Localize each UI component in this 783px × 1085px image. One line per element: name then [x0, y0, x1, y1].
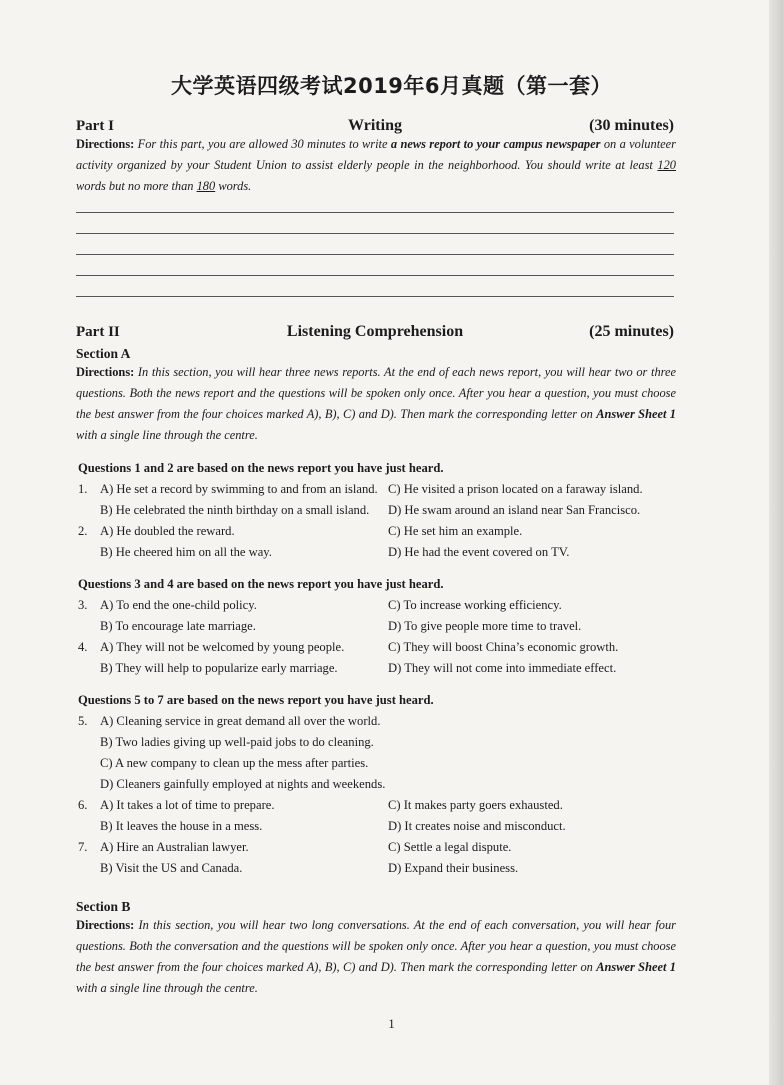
part2-title: Listening Comprehension — [286, 323, 464, 340]
answer-line — [76, 254, 674, 255]
answer-line — [76, 233, 674, 234]
directions-text: on a volunteer activity organized by your Student Union to assist elderly people in the neighborhood. You should write at least — [76, 137, 676, 172]
choice-option: D) He swam around an island near San Francisco. — [388, 503, 641, 517]
directions-emphasis: a news report to your campus newspaper — [390, 137, 601, 151]
directions-text: For this part, you are allowed 30 minutes to write — [137, 137, 388, 151]
question-line — [78, 840, 678, 860]
question-line — [78, 861, 678, 881]
section-b-directions — [76, 915, 676, 999]
question-group-heading: Questions 1 and 2 are based on the news report you have just heard. — [78, 461, 444, 475]
directions-text: In this section, you will hear three news reports. At the end of each news report, you will hear two or three questions. Both the news report and the questions will be spoken only once. After you hear a question, you must choose the best answer from the four choices marked A), B), C) and D). Then mark the corresponding letter on — [76, 365, 676, 421]
directions-text: with a single line through the centre. — [76, 428, 258, 442]
section-a-label: Section A — [76, 346, 131, 361]
question-line — [78, 619, 678, 639]
choice-option: A) He set a record by swimming to and from an island. — [100, 482, 378, 496]
directions-text: words but no more than — [76, 179, 194, 193]
choice-option: A) He doubled the reward. — [100, 524, 235, 538]
question-number: 3. — [78, 598, 88, 612]
page-number: 1 — [388, 1016, 395, 1031]
choice-option: A) It takes a lot of time to prepare. — [100, 798, 275, 812]
choice-option: C) He set him an example. — [388, 524, 523, 538]
question-line — [78, 714, 678, 734]
question-line — [78, 798, 678, 818]
choice-option: B) It leaves the house in a mess. — [100, 819, 263, 833]
choice-option: D) He had the event covered on TV. — [388, 545, 570, 559]
question-number: 6. — [78, 798, 88, 812]
choice-option: A) Hire an Australian lawyer. — [100, 840, 249, 854]
choice-option: D) It creates noise and misconduct. — [388, 819, 566, 833]
question-number: 1. — [78, 482, 88, 496]
page-edge-shadow — [769, 0, 783, 1085]
choice-option: D) They will not come into immediate effect. — [388, 661, 617, 675]
directions-lead: Directions: — [76, 365, 135, 379]
choice-option: B) Two ladies giving up well-paid jobs to do cleaning. — [100, 735, 374, 749]
part2-label: Part II — [76, 324, 120, 340]
choice-option: C) To increase working efficiency. — [388, 598, 562, 612]
choice-option: C) It makes party goers exhausted. — [388, 798, 563, 812]
question-line — [78, 756, 678, 776]
choice-option: C) A new company to clean up the mess after parties. — [100, 756, 369, 770]
directions-text: words. — [218, 179, 252, 193]
choice-option: B) They will help to popularize early marriage. — [100, 661, 338, 675]
answer-sheet-ref: Answer Sheet 1 — [596, 960, 676, 974]
question-number: 7. — [78, 840, 88, 854]
directions-lead: Directions: — [76, 137, 135, 151]
section-b-label: Section B — [76, 899, 131, 914]
part1-title: Writing — [348, 117, 402, 134]
question-line — [78, 777, 678, 797]
part2-time: (25 minutes) — [589, 323, 674, 340]
part1-directions — [76, 134, 676, 197]
part1-label: Part I — [76, 118, 114, 134]
question-line — [78, 545, 678, 565]
choice-option: D) Expand their business. — [388, 861, 519, 875]
choice-option: C) He visited a prison located on a faraway island. — [388, 482, 643, 496]
choice-option: B) He cheered him on all the way. — [100, 545, 272, 559]
choice-option: A) To end the one-child policy. — [100, 598, 257, 612]
choice-option: B) He celebrated the ninth birthday on a small island. — [100, 503, 370, 517]
choice-option: B) To encourage late marriage. — [100, 619, 256, 633]
answer-line — [76, 275, 674, 276]
question-number: 2. — [78, 524, 88, 538]
choice-option: D) Cleaners gainfully employed at nights and weekends. — [100, 777, 386, 791]
answer-line — [76, 296, 674, 297]
page-title: 大学英语四级考试2019年6月真题（第一套） — [170, 74, 613, 98]
max-word-count: 180 — [196, 179, 216, 193]
directions-text: In this section, you will hear two long conversations. At the end of each conversation, you will hear four questions. Both the conversation and the questions will be spoken only once. After you hear a question, you must choose the best answer from the four choices marked A), B), C) and D). Then mark the corresponding letter on — [76, 918, 676, 974]
min-word-count: 120 — [657, 158, 676, 172]
answer-line — [76, 212, 674, 213]
choice-option: B) Visit the US and Canada. — [100, 861, 243, 875]
section-a-directions — [76, 362, 676, 446]
question-line — [78, 819, 678, 839]
question-line — [78, 524, 678, 544]
question-number: 5. — [78, 714, 88, 728]
question-group-heading: Questions 3 and 4 are based on the news report you have just heard. — [78, 577, 444, 591]
question-line — [78, 482, 678, 502]
directions-text: with a single line through the centre. — [76, 981, 258, 995]
directions-lead: Directions: — [76, 918, 135, 932]
question-line — [78, 503, 678, 523]
part1-time: (30 minutes) — [589, 117, 674, 134]
part2-header — [76, 323, 674, 345]
choice-option: A) Cleaning service in great demand all over the world. — [100, 714, 381, 728]
question-line — [78, 735, 678, 755]
question-line — [78, 661, 678, 681]
question-line — [78, 598, 678, 618]
choice-option: A) They will not be welcomed by young people. — [100, 640, 345, 654]
question-number: 4. — [78, 640, 88, 654]
question-group-heading: Questions 5 to 7 are based on the news report you have just heard. — [78, 693, 434, 707]
question-line — [78, 640, 678, 660]
choice-option: D) To give people more time to travel. — [388, 619, 582, 633]
choice-option: C) They will boost China’s economic growth. — [388, 640, 619, 654]
choice-option: C) Settle a legal dispute. — [388, 840, 512, 854]
answer-sheet-ref: Answer Sheet 1 — [596, 407, 676, 421]
